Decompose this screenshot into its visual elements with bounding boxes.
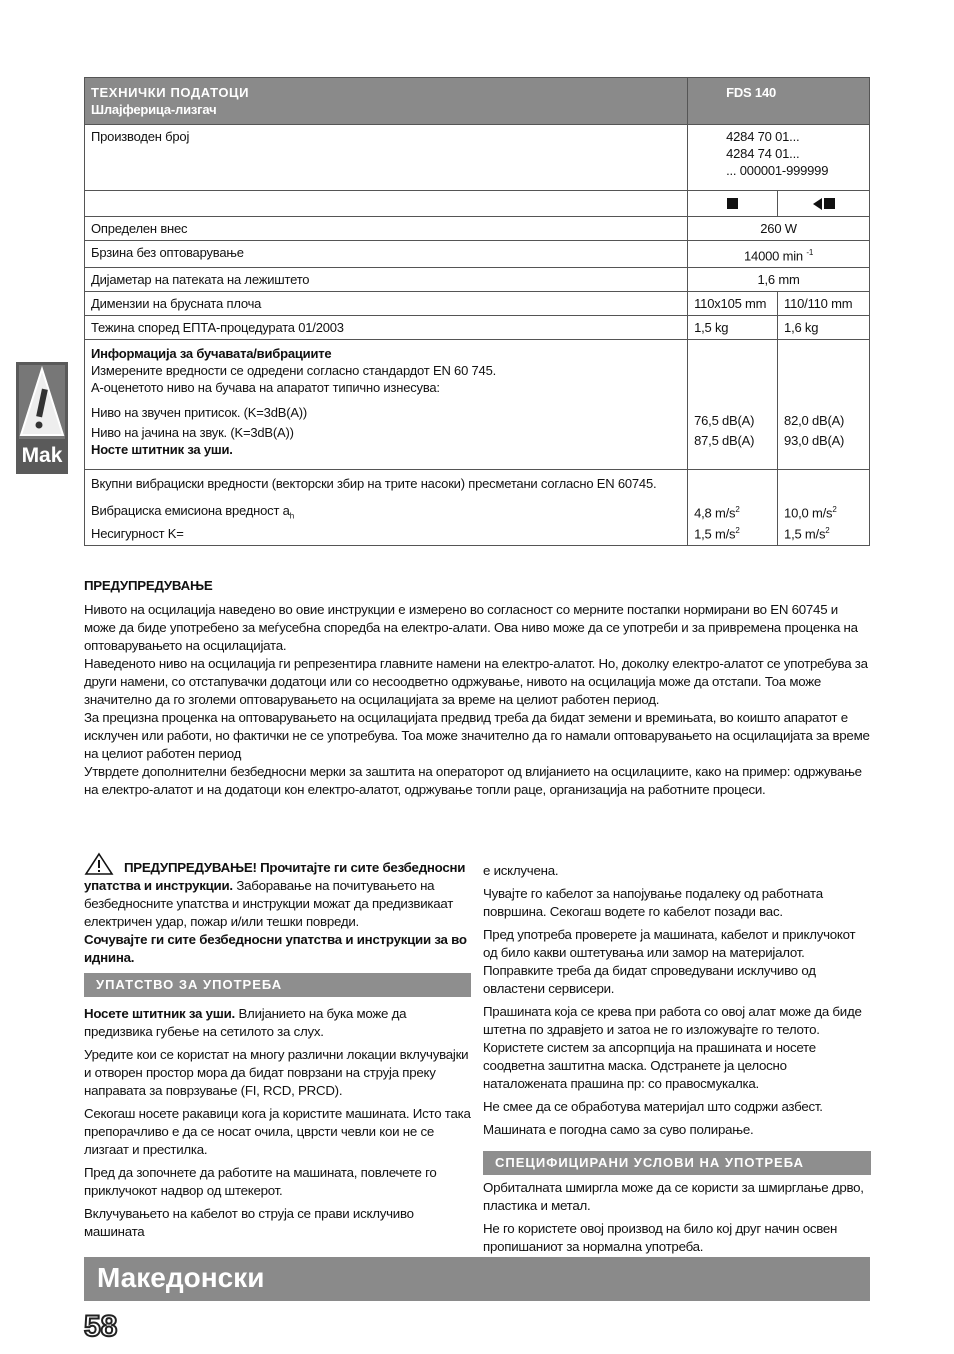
spec-title: ТЕХНИЧКИ ПОДАТОЦИ: [91, 85, 250, 100]
exp: 2: [735, 525, 740, 535]
pad-a: 110x105 mm: [688, 292, 778, 316]
noise-title: Информација за бучавата/вибрациите: [91, 346, 332, 362]
weight-a: 1,5 kg: [688, 316, 778, 340]
paragraph: е исклучена.: [483, 863, 559, 878]
orbit-label: Дијаметар на патеката на лежиштето: [85, 268, 688, 292]
warning-title: ПРЕДУПРЕДУВАЊЕ: [84, 578, 213, 593]
section-band-conditions: СПЕЦИФИЦИРАНИ УСЛОВИ НА УПОТРЕБА: [483, 1151, 871, 1175]
safety-warning-paragraph: [84, 852, 471, 931]
language-footer-band: [84, 1257, 870, 1301]
vibration-warning-section: [84, 577, 872, 799]
ear-protection-note: Носте штитник за уши.: [91, 442, 233, 458]
vib-uncert-a: [694, 522, 771, 542]
right-column: [483, 862, 871, 1261]
prod-no-values: [688, 125, 870, 191]
warning-box: [19, 365, 65, 439]
exp: 2: [825, 525, 830, 535]
prod-no-label: Производен број: [85, 125, 688, 191]
keep-instructions-note: Сочувајте ги сите безбедносни упатства и инструкции за во иднина.: [84, 932, 467, 965]
table-row: [85, 340, 870, 470]
pad-label: Димензии на брусната плоча: [85, 292, 688, 316]
paragraph: Уредите кои се користат на многу различни локации вклучувајки и отворен простор мора да бидат поврзани на струја преку направата за поврзување (FI, RCD, PRCD).: [84, 1047, 469, 1098]
vib-uncert-b-value: 1,5 m/s: [784, 525, 826, 541]
vibration-emission-text: Вибрациска емисиона вредност a: [91, 503, 290, 519]
noise-text-2: А-оценетото ниво на бучава на апаратот типично изнесува:: [91, 380, 440, 396]
speed-label: Брзина без оптоварување: [85, 241, 688, 268]
table-row: [85, 217, 870, 241]
warning-paragraph: Нивото на осцилација наведено во овие инструкции е измерено во согласност со мерните постапки нормирани во EN 60745 и може да биде употребено за меѓусебна споредба на електро-алати. Ова ниво може да се употреби и за привремена проценка на оптоварувањето на осцилацијата.: [84, 602, 858, 653]
speed-value: 14000 min: [744, 248, 803, 264]
square-icon-cell: [688, 191, 778, 217]
warning-triangle-icon: [84, 852, 114, 876]
paragraph: Машината е погодна само за суво полирање.: [483, 1122, 754, 1137]
language-label: Македонски: [97, 1262, 265, 1293]
vib-uncert-b: [784, 522, 863, 542]
paragraph: Вклучувањето на кабелот во струја се прави исклучиво машината: [84, 1206, 414, 1239]
speed-value-cell: [688, 241, 870, 268]
ear-protection-text: Влијанието на бука може да предизвика губење на сетилото за слух.: [84, 1006, 407, 1039]
paragraph: Прашината која се крева при работа со овој алат може да биде штетна по здравјето и затоа не го изложувајте го телото. Користете систем за апсорпција на прашината и носете соодветна заштитна маска. Одстранете ја целосно наталожената прашина пр: со правосмукалка.: [483, 1004, 862, 1091]
table-row: [85, 292, 870, 316]
orbit-value: 1,6 mm: [688, 268, 870, 292]
noise-values-a: [688, 340, 778, 470]
left-column: [84, 852, 471, 1246]
noise-info-cell: [85, 340, 688, 470]
weight-label: Тежина според ЕПТА-процедурата 01/2003: [85, 316, 688, 340]
vibration-values-b: [778, 470, 870, 546]
spec-subtitle: Шлајферица-лизгач: [91, 102, 217, 117]
paragraph: Секогаш носете ракавици кога ја користите машината. Исто така препорачливо е да се носат очила, цврсти чевли кои не се лизгаат и престилка.: [84, 1106, 471, 1157]
spec-table: [84, 77, 870, 546]
noise-power-a: 87,5 dB(A): [694, 433, 755, 449]
triangle-left-icon: [813, 198, 822, 210]
noise-power-label: Ниво на јачина на звук. (K=3dB(A)): [91, 425, 294, 441]
language-side-tab: [16, 362, 68, 474]
noise-pressure-b: 82,0 dB(A): [784, 413, 845, 429]
prod-no-1: 4284 70 01...: [726, 129, 800, 144]
vibration-sub: h: [289, 511, 294, 521]
noise-values-b: [778, 340, 870, 470]
paragraph: Пред употреба проверете ја машината, кабелот и приклучокот од било какви оштетувања или замор на материјалот. Поправките треба да бидат спроведувани исклучиво од овластени сервисери.: [483, 927, 856, 996]
table-row: [85, 268, 870, 292]
table-row: [85, 241, 870, 268]
paragraph: Пред да зопочнете да работите на машината, повлечете го приклучокот надвор од штекерот.: [84, 1165, 437, 1198]
vib-emission-a: [694, 501, 771, 521]
exp: 2: [832, 505, 837, 515]
vib-emission-a-value: 4,8 m/s: [694, 505, 736, 521]
square-icon: [727, 198, 738, 209]
vib-emission-b-value: 10,0 m/s: [784, 505, 833, 521]
spec-header-row: [85, 78, 870, 125]
vibration-text: Вкупни вибрациски вредности (векторски збир на трите насоки) пресметани согласно EN 60745.: [91, 476, 657, 492]
warning-triangle-icon: [19, 365, 65, 439]
weight-b: 1,6 kg: [778, 316, 870, 340]
paragraph: Чувајте го кабелот за напојување подалеку од работната површина. Секогаш водете го кабелот позади вас.: [483, 886, 823, 919]
noise-power-b: 93,0 dB(A): [784, 433, 845, 449]
spec-model: FDS 140: [688, 78, 870, 125]
warning-paragraph: За прецизна проценка на оптоварувањето на осцилацијата предвид треба да бидат земени и времињата, во коишто апаратот е исклучен или работи, но фактички не се употребува. Тоа може значително да го намали оптоварувањето на осцилацијата за време на целиот работен период: [84, 710, 870, 761]
paragraph: Орбиталната шмиргла може да се користи за шмирглање дрво, пластика и метал.: [483, 1180, 864, 1213]
ear-protection-bold: Носете штитник за уши.: [84, 1006, 235, 1021]
pad-b: 110/110 mm: [778, 292, 870, 316]
noise-pressure-a: 76,5 dB(A): [694, 413, 755, 429]
ear-protection-paragraph: [84, 1005, 471, 1041]
empty-cell: [85, 191, 688, 217]
square-icon: [824, 198, 835, 209]
prod-no-2: 4284 74 01...: [726, 146, 800, 161]
page-number: 58: [84, 1310, 118, 1343]
vibration-emission-label: [91, 502, 681, 525]
paragraph: Не смее да се обработува материјал што содржи азбест.: [483, 1099, 823, 1114]
vib-emission-b: [784, 501, 863, 521]
warning-paragraph: Утврдете дополнителни безбедносни мерки за заштита на операторот од влијанието на осцилациите, како на пример: одржување на електро-алатот и на додатоци кон електро-алатот, одржување топли раце, организација на работните процеси.: [84, 764, 862, 797]
exp: 2: [735, 505, 740, 515]
vibration-cell: [85, 470, 688, 546]
power-label: Определен внес: [85, 217, 688, 241]
table-row: [85, 191, 870, 217]
table-row: [85, 470, 870, 546]
section-band-usage: УПАТСТВО ЗА УПОТРЕБА: [84, 973, 471, 997]
table-row: [85, 125, 870, 191]
power-value: 260 W: [688, 217, 870, 241]
spec-title-cell: [85, 78, 688, 125]
table-row: [85, 316, 870, 340]
vibration-values-a: [688, 470, 778, 546]
warning-paragraph: Наведеното ниво на осцилација ги репрезентира главните намени на електро-алатот. Но, доколку електро-алатот се употребува за други намени, со отстапувачки додатоци или со несоодветно одржување, нивото на осцилација може да отстапи. Тоа може значително да го зголеми оптоварувањето на осцилацијата за време на целиот работен период.: [84, 656, 868, 707]
side-tab-label: Mak: [21, 444, 63, 467]
safety-warning-text: Заборавање на почитувањето на безбедносните упатства и инструкции можат да предизвикаат електричен удар, пожар и/или тешки повреди.: [84, 878, 454, 929]
paragraph: Не го користете овој производ на било кој друг начин освен пропишаниот за нормална употреба.: [483, 1221, 838, 1254]
noise-pressure-label: Ниво на звучен притисок. (K=3dB(A)): [91, 405, 308, 421]
prod-no-3: ... 000001-999999: [726, 163, 829, 178]
vib-uncert-a-value: 1,5 m/s: [694, 525, 736, 541]
speed-exp: -1: [806, 248, 814, 257]
vibration-uncertainty-label: Несигурност K=: [91, 525, 184, 541]
triangle-square-icon-cell: [778, 191, 870, 217]
noise-text-1: Измерените вредности се одредени согласно стандардот EN 60 745.: [91, 363, 497, 379]
safety-warning-bold: ПРЕДУПРЕДУВАЊЕ! Прочитајте ги сите безбедносни упатства и инструкции.: [84, 860, 466, 893]
